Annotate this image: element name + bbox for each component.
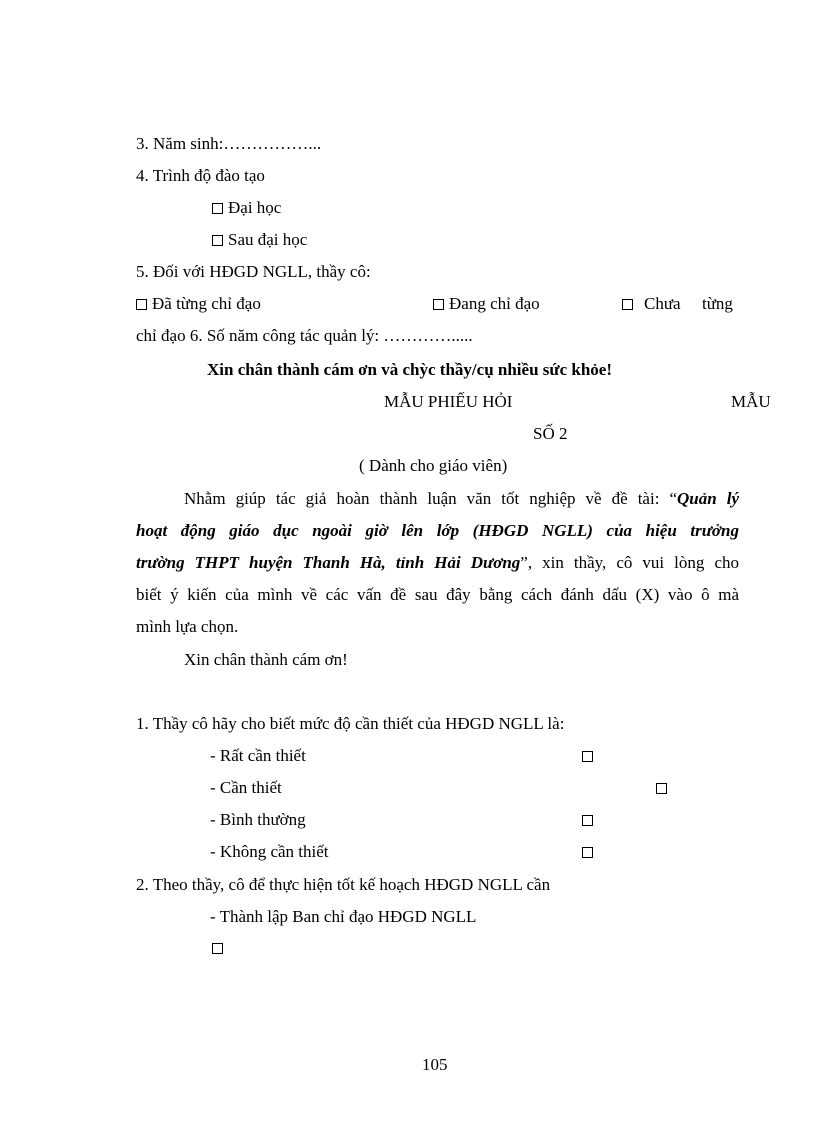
checkbox-directed-before[interactable] [136, 299, 147, 310]
option-directed-before-label: Đã từng chỉ đạo [152, 294, 261, 313]
q1-option-label-very-necessary: - Rất cần thiết [210, 746, 306, 765]
form-number: SỐ 2 [533, 424, 568, 443]
intro-line-5: mình lựa chọn. [136, 617, 239, 636]
option-never-directed-label-2: từng [702, 294, 733, 313]
education-question: 4. Trình độ đào tạo [136, 166, 265, 185]
intro-thanks: Xin chân thành cám ơn! [184, 650, 348, 669]
question-2: 2. Theo thầy, cô để thực hiện tốt kế hoạch HĐGD NGLL cần [136, 875, 551, 894]
option-never-directed[interactable] [622, 294, 681, 314]
intro-lead: Nhằm giúp tác giả hoàn thành luận văn tốt nghiệp về đề tài: “ [184, 489, 677, 508]
role-question: 5. Đối với HĐGD NGLL, thầy cô: [136, 262, 371, 281]
option-directed-before[interactable] [136, 294, 261, 314]
checkbox-bachelor[interactable] [212, 203, 223, 214]
q1-option-label-not-necessary: - Không cần thiết [210, 842, 329, 861]
option-bachelor[interactable] [212, 198, 281, 218]
option-directing-now-label: Đang chỉ đạo [449, 294, 540, 313]
option-never-directed-label-1: Chưa [644, 294, 681, 313]
q2-checkbox-steering-committee[interactable] [212, 938, 223, 958]
q1-checkbox-very-necessary[interactable] [582, 746, 593, 766]
option-bachelor-label: Đại học [228, 198, 282, 217]
role-continuation [136, 326, 473, 346]
intro-line-1 [184, 489, 739, 509]
thesis-title-line-2: hoạt động giáo dục ngoài giờ lên lớp (HĐGD NGLL) của hiệu trưởng [136, 521, 739, 540]
checkbox-never-directed[interactable] [622, 299, 633, 310]
option-postgraduate-label: Sau đại học [228, 230, 308, 249]
q1-checkbox-necessary[interactable] [656, 778, 667, 798]
checkbox-postgraduate[interactable] [212, 235, 223, 246]
q1-option-label-normal: - Bình thường [210, 810, 306, 829]
form-title: MẪU PHIẾU HỎI [384, 392, 513, 411]
years-question: 6. Số năm công tác quản lý: …………..... [189, 326, 473, 345]
form-word: MẪU [731, 392, 771, 411]
option-postgraduate[interactable] [212, 230, 307, 250]
q1-option-label-necessary: - Cần thiết [210, 778, 282, 797]
q1-checkbox-not-necessary[interactable] [582, 842, 593, 862]
option-directing-now[interactable] [433, 294, 540, 314]
q1-checkbox-normal[interactable] [582, 810, 593, 830]
intro-line-3 [136, 553, 739, 573]
q2-option-label-steering-committee: - Thành lập Ban chỉ đạo HĐGD NGLL [210, 907, 477, 926]
audience-label: ( Dành cho giáo viên) [359, 456, 508, 475]
birth-year-field: 3. Năm sinh:……………... [136, 134, 322, 153]
thanks-wishes: Xin chân thành cám ơn và chỳc thầy/cụ nhiều sức khỏe! [207, 360, 613, 379]
page-number: 105 [422, 1055, 448, 1074]
checkbox-directing-now[interactable] [433, 299, 444, 310]
role-continuation-label: chỉ đạo [136, 326, 186, 345]
thesis-title-part-1: Quản lý [677, 489, 739, 508]
question-1: 1. Thầy cô hãy cho biết mức độ cần thiết của HĐGD NGLL là: [136, 714, 565, 733]
intro-line-4: biết ý kiến của mình về các vấn đề sau đây bằng cách đánh dấu (X) vào ô mà [136, 585, 739, 604]
intro-after-title: ”, xin thầy, cô vui lòng cho [520, 553, 739, 572]
thesis-title-line-3: trường THPT huyện Thanh Hà, tỉnh Hải Dương [136, 553, 521, 572]
